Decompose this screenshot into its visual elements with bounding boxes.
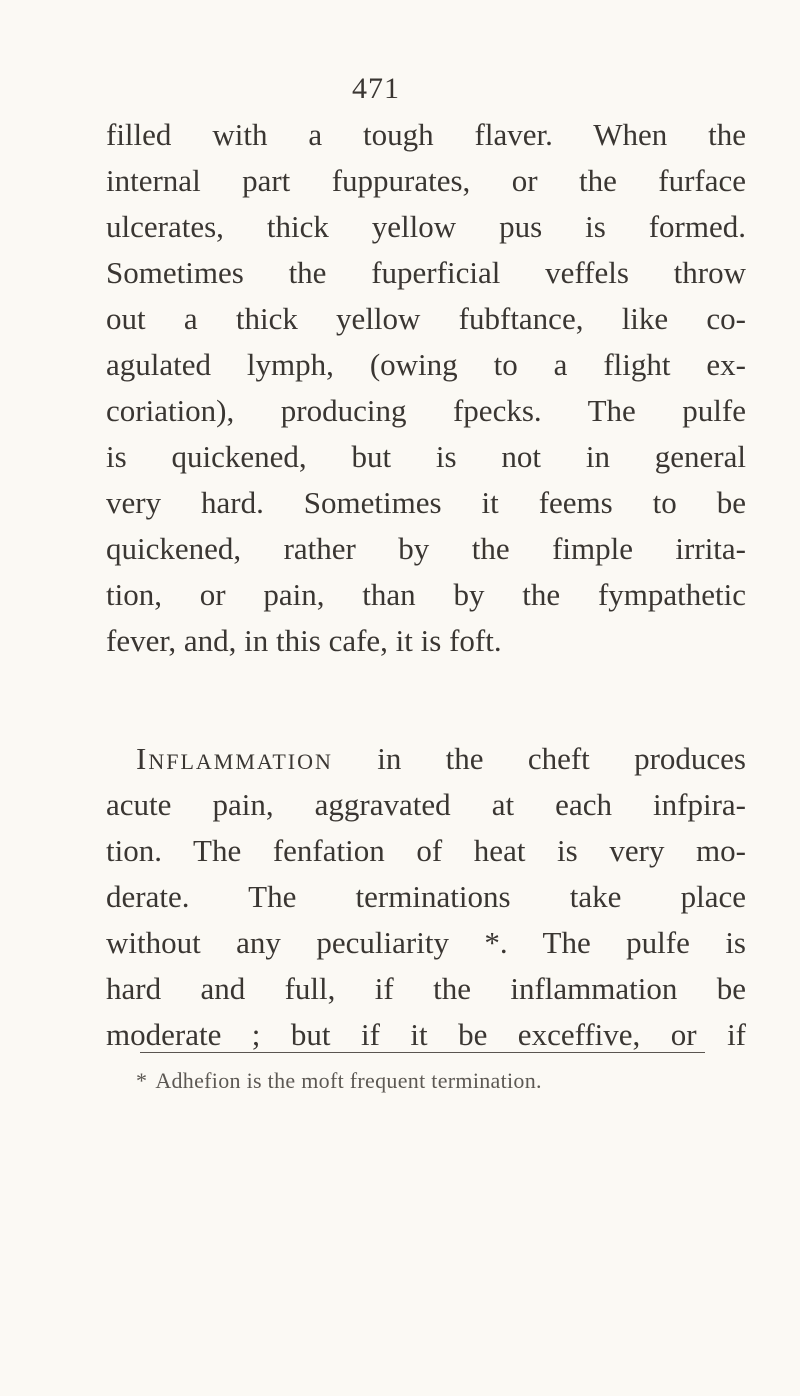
text-line: Sometimes the fuperficial veffels throw	[106, 255, 746, 290]
text-line: hard and full, if the inflammation be	[106, 971, 746, 1006]
page-number: 471	[352, 72, 400, 105]
text-line: filled with a tough flaver. When the	[106, 117, 746, 152]
text-line: without any peculiarity *. The pulfe is	[106, 925, 746, 960]
text-line: out a thick yellow fubftance, like co-	[106, 301, 746, 336]
text-line: internal part fuppurates, or the furface	[106, 163, 746, 198]
text-line: coriation), producing fpecks. The pulfe	[106, 393, 746, 428]
text-line: is quickened, but is not in general	[106, 439, 746, 474]
footnote-mark: *	[136, 1068, 148, 1093]
footnote-divider	[140, 1052, 705, 1053]
paragraph-lead-word: Inflammation	[136, 741, 333, 776]
text-line	[106, 736, 746, 782]
text-line: tion, or pain, than by the fympathetic	[106, 577, 746, 612]
text-line: agulated lymph, (owing to a flight ex-	[106, 347, 746, 382]
body-text	[106, 112, 746, 1058]
text-line: very hard. Sometimes it feems to be	[106, 485, 746, 520]
paragraph-lead-rest: in the cheft produces	[377, 741, 746, 776]
text-line: ulcerates, thick yellow pus is formed.	[106, 209, 746, 244]
footnote-text: Adhefion is the moft frequent termination.	[155, 1068, 542, 1093]
text-line: derate. The terminations take place	[106, 879, 746, 914]
paragraph-gap	[106, 664, 746, 736]
text-line: moderate ; but if it be exceffive, or if	[106, 1017, 746, 1052]
text-line: quickened, rather by the fimple irrita-	[106, 531, 746, 566]
text-line: acute pain, aggravated at each infpira-	[106, 787, 746, 822]
text-line: tion. The fenfation of heat is very mo-	[106, 833, 746, 868]
footnote	[136, 1068, 542, 1094]
text-line: fever, and, in this cafe, it is foft.	[106, 623, 502, 658]
